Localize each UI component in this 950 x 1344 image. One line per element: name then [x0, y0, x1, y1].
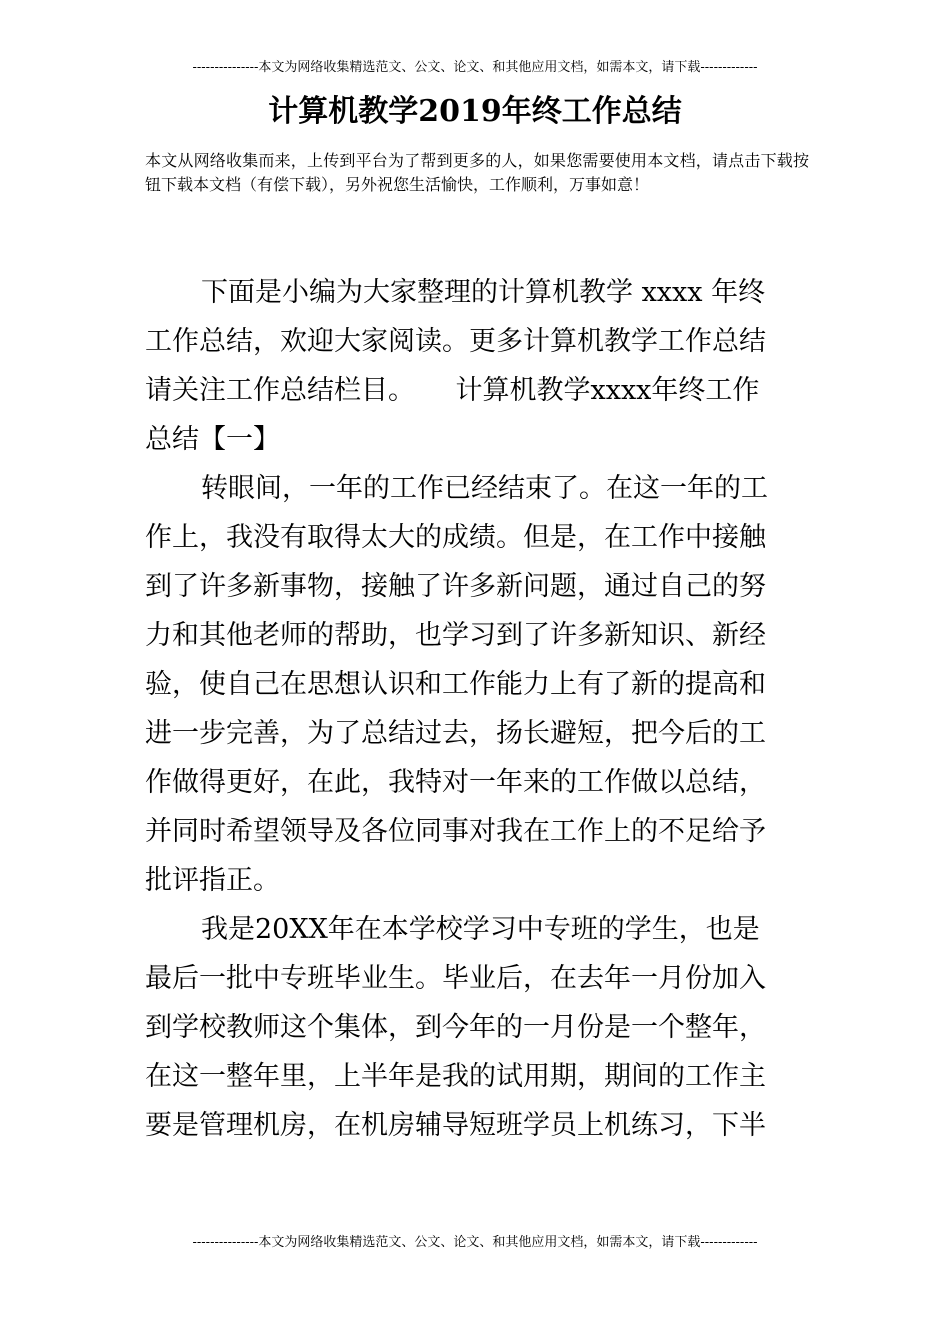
text-line: 在这一整年里，上半年是我的试用期，期间的工作主 [145, 1061, 766, 1092]
text-line: 并同时希望领导及各位同事对我在工作上的不足给予 [145, 816, 766, 847]
body-text [145, 268, 809, 1150]
document-title: 计算机教学2019年终工作总结 [268, 94, 682, 129]
header-banner: ---------------本文为网络收集精选范文、公文、论文、和其他应用文档，如需本文，请下载------------- [192, 60, 758, 75]
intro-paragraph: 本文从网络收集而来，上传到平台为了帮到更多的人，如果您需要使用本文档，请点击下载按钮下载本文档（有偿下载），另外祝您生活愉快，工作顺利，万事如意！ [145, 151, 809, 194]
text-line: 我是20XX年在本学校学习中专班的学生，也是 [201, 914, 760, 945]
text-line: 总结【一】 [145, 424, 280, 455]
text-line: 转眼间，一年的工作已经结束了。在这一年的工 [201, 473, 768, 504]
text-line: 到学校教师这个集体，到今年的一月份是一个整年， [145, 1012, 766, 1043]
text-line: 请关注工作总结栏目。 计算机教学xxxx年终工作 [145, 375, 760, 406]
text-line: 力和其他老师的帮助，也学习到了许多新知识、新经 [145, 620, 766, 651]
text-line: 工作总结，欢迎大家阅读。更多计算机教学工作总结 [145, 326, 766, 357]
text-line: 作做得更好，在此，我特对一年来的工作做以总结， [145, 767, 766, 798]
text-line: 进一步完善，为了总结过去，扬长避短，把今后的工 [145, 718, 766, 749]
text-line: 验，使自己在思想认识和工作能力上有了新的提高和 [145, 669, 766, 700]
text-line: 下面是小编为大家整理的计算机教学 xxxx 年终 [201, 277, 766, 308]
text-line: 到了许多新事物，接触了许多新问题，通过自己的努 [145, 571, 766, 602]
text-line: 批评指正。 [145, 865, 280, 896]
text-line: 作上，我没有取得太大的成绩。但是，在工作中接触 [145, 522, 766, 553]
footer-banner: ---------------本文为网络收集精选范文、公文、论文、和其他应用文档，如需本文，请下载------------- [192, 1235, 758, 1250]
text-line: 要是管理机房，在机房辅导短班学员上机练习，下半 [145, 1110, 766, 1141]
text-line: 最后一批中专班毕业生。毕业后，在去年一月份加入 [145, 963, 766, 994]
